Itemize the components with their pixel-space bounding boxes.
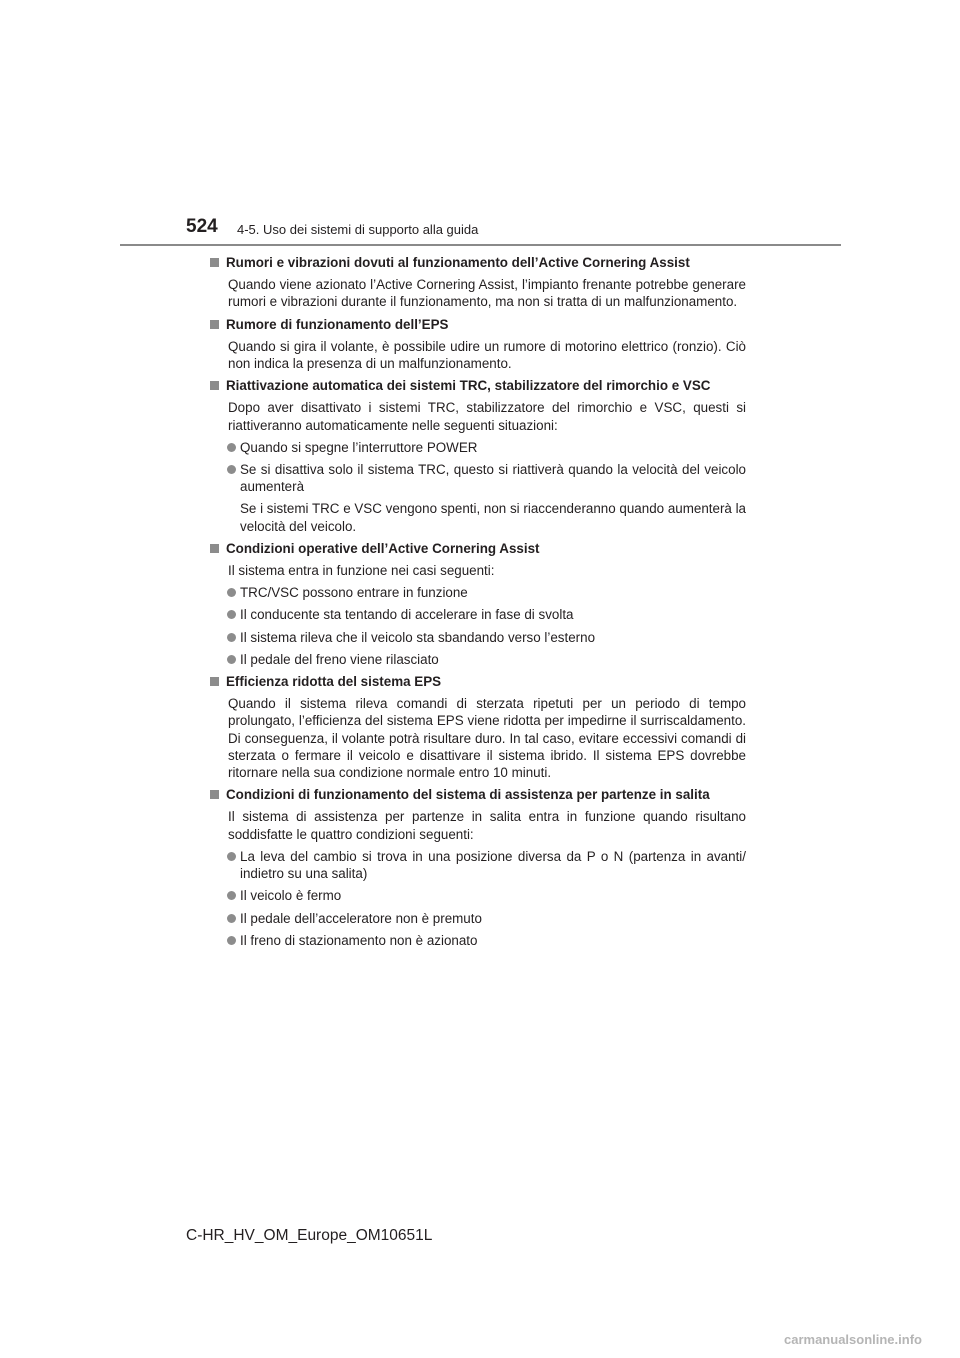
section-heading (210, 786, 746, 803)
square-bullet-icon (210, 258, 219, 267)
list-item-text: Il veicolo è fermo (240, 888, 342, 904)
list-item (210, 461, 746, 495)
paragraph: Dopo aver disattivato i sistemi TRC, stabilizzatore del rimorchio e VSC, questi si riattiveranno automaticamente nelle seguenti situazioni: (228, 400, 746, 433)
circle-bullet-icon (227, 443, 236, 452)
sub-paragraph: Se i sistemi TRC e VSC vengono spenti, non si riaccenderanno quando aumenterà la velocità del veicolo. (240, 501, 746, 534)
list-item (210, 606, 746, 623)
header-divider (120, 244, 841, 246)
paragraph: Quando si gira il volante, è possibile udire un rumore di motorino elettrico (ronzio). Ciò non indica la presenza di un malfunzionamento. (228, 338, 746, 372)
page-header (0, 0, 960, 250)
circle-bullet-icon (227, 610, 236, 619)
list-item-text: La leva del cambio si trova in una posizione diversa da P o N (partenza in avanti/ indietro su una salita) (240, 848, 746, 882)
circle-bullet-icon (227, 655, 236, 664)
section-heading-text: Efficienza ridotta del sistema EPS (226, 674, 442, 690)
document-code: C-HR_HV_OM_Europe_OM10651L (186, 1227, 433, 1244)
circle-bullet-icon (227, 633, 236, 642)
list-item-text: TRC/VSC possono entrare in funzione (240, 585, 468, 601)
paragraph: Il sistema entra in funzione nei casi seguenti: (228, 563, 495, 579)
list-item-text: Il freno di stazionamento non è azionato (240, 932, 478, 948)
section (210, 377, 746, 535)
section-heading-text: Rumori e vibrazioni dovuti al funzionamento dell’Active Cornering Assist (226, 255, 690, 270)
section (210, 673, 746, 781)
section-heading (210, 377, 746, 394)
circle-bullet-icon (227, 914, 236, 923)
section (210, 316, 746, 373)
page-number: 524 (186, 216, 218, 237)
list-item (210, 584, 746, 601)
section-title: 4-5. Uso dei sistemi di supporto alla guida (237, 222, 479, 237)
square-bullet-icon (210, 381, 219, 390)
section-heading (210, 254, 746, 271)
list-item (210, 651, 746, 668)
list-item-text: Il sistema rileva che il veicolo sta sbandando verso l’esterno (240, 629, 596, 645)
square-bullet-icon (210, 320, 219, 329)
paragraph: Quando viene azionato l’Active Cornering Assist, l’impianto frenante potrebbe generare rumori e vibrazioni durante il funzionamento, ma non si tratta di un malfunzionamento. (228, 277, 746, 310)
section (210, 540, 746, 668)
list-item-text: Il pedale del freno viene rilasciato (240, 651, 439, 667)
list-item (210, 887, 746, 904)
circle-bullet-icon (227, 588, 236, 597)
paragraph: Quando il sistema rileva comandi di sterzata ripetuti per un periodo di tempo prolungato, l’efficienza del sistema EPS viene ridotta per impedirne il surriscaldamento. Di conseguenza, il volante potrà risultare duro. In tal caso, evitare eccessivi comandi di sterzata o fermare il veicolo e disattivare il sistema ibrido. Il sistema EPS dovrebbe ritornare nella sua condizione normale entro 10 minuti. (228, 696, 746, 781)
square-bullet-icon (210, 790, 219, 799)
paragraph: Il sistema di assistenza per partenze in salita entra in funzione quando risultano soddisfatte le quattro condizioni seguenti: (228, 809, 746, 842)
section-heading-text: Condizioni di funzionamento del sistema di assistenza per partenze in salita (226, 787, 710, 803)
circle-bullet-icon (227, 465, 236, 474)
list-item-text: Quando si spegne l’interruttore POWER (240, 439, 478, 455)
list-item-text: Il pedale dell’acceleratore non è premuto (240, 910, 482, 926)
section-heading-text: Rumore di funzionamento dell’EPS (226, 316, 449, 332)
section-heading-text: Riattivazione automatica dei sistemi TRC, stabilizzatore del rimorchio e VSC (226, 378, 711, 394)
section (210, 254, 746, 311)
section-heading-text: Condizioni operative dell’Active Cornering Assist (226, 540, 540, 556)
list-item-text: Il conducente sta tentando di accelerare in fase di svolta (240, 607, 574, 623)
page-content (210, 254, 746, 954)
section-heading (210, 673, 746, 690)
section (210, 786, 746, 949)
section-heading (210, 316, 746, 333)
circle-bullet-icon (227, 852, 236, 861)
list-item (210, 439, 746, 456)
list-item (210, 910, 746, 927)
square-bullet-icon (210, 544, 219, 553)
list-item (210, 848, 746, 882)
circle-bullet-icon (227, 936, 236, 945)
list-item-text: Se si disattiva solo il sistema TRC, questo si riattiverà quando la velocità del veicolo aumenterà (240, 462, 746, 495)
circle-bullet-icon (227, 891, 236, 900)
square-bullet-icon (210, 677, 219, 686)
list-item (210, 932, 746, 949)
section-heading (210, 540, 746, 557)
watermark-link[interactable]: carmanualsonline.info (784, 1332, 922, 1347)
list-item (210, 629, 746, 646)
